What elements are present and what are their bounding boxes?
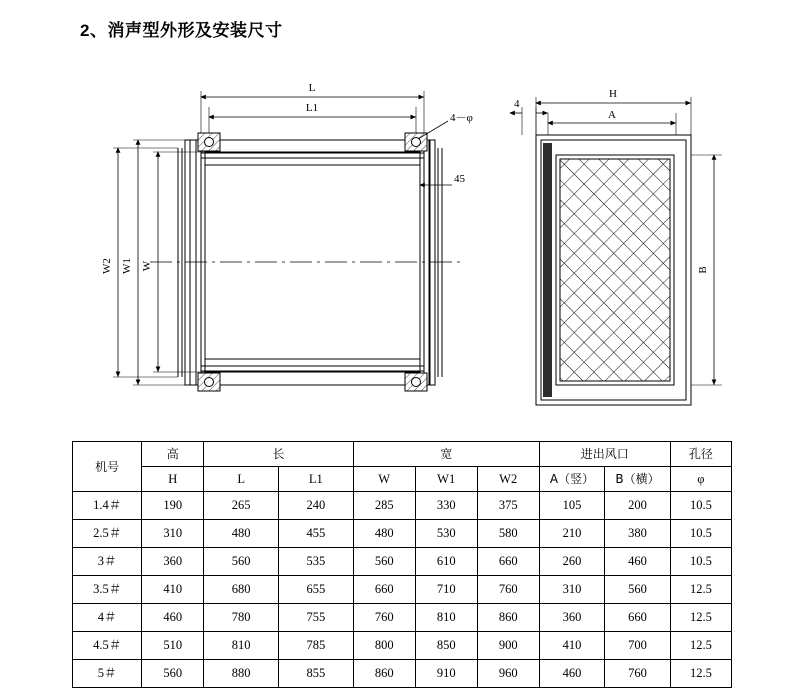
cell-L1: 455 bbox=[279, 520, 354, 548]
cell-W2: 580 bbox=[477, 520, 539, 548]
cell-H: 560 bbox=[142, 660, 204, 688]
dim-label-L1: L1 bbox=[305, 102, 319, 114]
cell-B: 760 bbox=[605, 660, 671, 688]
cell-A: 260 bbox=[539, 548, 605, 576]
cell-phi: 12.5 bbox=[670, 604, 731, 632]
cell-model: 3＃ bbox=[73, 548, 142, 576]
table-header-sub-row bbox=[73, 467, 732, 492]
header-H: H bbox=[142, 467, 204, 492]
cell-model: 1.4＃ bbox=[73, 492, 142, 520]
cell-model: 2.5＃ bbox=[73, 520, 142, 548]
cell-W2: 660 bbox=[477, 548, 539, 576]
header-A: A（竖） bbox=[539, 467, 605, 492]
cell-W2: 860 bbox=[477, 604, 539, 632]
spec-table bbox=[72, 441, 732, 688]
header-width-group: 宽 bbox=[353, 442, 539, 467]
cell-B: 660 bbox=[605, 604, 671, 632]
cell-L: 265 bbox=[204, 492, 279, 520]
cell-W1: 910 bbox=[415, 660, 477, 688]
cell-W1: 810 bbox=[415, 604, 477, 632]
dim-label-W1: W1 bbox=[121, 258, 133, 274]
cell-phi: 12.5 bbox=[670, 576, 731, 604]
header-height-group: 高 bbox=[142, 442, 204, 467]
cell-L1: 240 bbox=[279, 492, 354, 520]
cell-A: 360 bbox=[539, 604, 605, 632]
cell-phi: 10.5 bbox=[670, 548, 731, 576]
dim-label-B: B bbox=[697, 266, 709, 274]
dim-label-W2: W2 bbox=[101, 258, 113, 274]
cell-H: 360 bbox=[142, 548, 204, 576]
header-phi: φ bbox=[670, 467, 731, 492]
spec-table-wrapper bbox=[72, 441, 732, 688]
cell-W2: 960 bbox=[477, 660, 539, 688]
cell-model: 4.5＃ bbox=[73, 632, 142, 660]
cell-H: 190 bbox=[142, 492, 204, 520]
header-W: W bbox=[353, 467, 415, 492]
table-row bbox=[73, 548, 732, 576]
cell-W: 800 bbox=[353, 632, 415, 660]
cell-H: 410 bbox=[142, 576, 204, 604]
dim-label-holes: 4－φ bbox=[450, 112, 473, 124]
cell-L1: 655 bbox=[279, 576, 354, 604]
cell-B: 560 bbox=[605, 576, 671, 604]
header-L: L bbox=[204, 467, 279, 492]
cell-phi: 12.5 bbox=[670, 660, 731, 688]
cell-W: 760 bbox=[353, 604, 415, 632]
cell-phi: 12.5 bbox=[670, 632, 731, 660]
header-B: B（横） bbox=[605, 467, 671, 492]
cell-L: 780 bbox=[204, 604, 279, 632]
cell-model: 4＃ bbox=[73, 604, 142, 632]
cell-L1: 755 bbox=[279, 604, 354, 632]
cell-A: 410 bbox=[539, 632, 605, 660]
cell-model: 5＃ bbox=[73, 660, 142, 688]
table-row bbox=[73, 604, 732, 632]
table-header-group-row bbox=[73, 442, 732, 467]
cell-L1: 785 bbox=[279, 632, 354, 660]
cell-H: 310 bbox=[142, 520, 204, 548]
cell-L1: 535 bbox=[279, 548, 354, 576]
header-W2: W2 bbox=[477, 467, 539, 492]
cell-A: 310 bbox=[539, 576, 605, 604]
cell-L: 880 bbox=[204, 660, 279, 688]
dim-label-L: L bbox=[308, 82, 316, 94]
cell-phi: 10.5 bbox=[670, 492, 731, 520]
cell-L: 680 bbox=[204, 576, 279, 604]
header-inlet-outlet-group: 进出风口 bbox=[539, 442, 670, 467]
cell-L: 560 bbox=[204, 548, 279, 576]
cell-B: 460 bbox=[605, 548, 671, 576]
cell-W1: 530 bbox=[415, 520, 477, 548]
cell-W2: 375 bbox=[477, 492, 539, 520]
cell-L: 480 bbox=[204, 520, 279, 548]
cell-W: 860 bbox=[353, 660, 415, 688]
cell-A: 460 bbox=[539, 660, 605, 688]
cell-W: 285 bbox=[353, 492, 415, 520]
header-hole-dia-group: 孔径 bbox=[670, 442, 731, 467]
dim-label-W: W bbox=[141, 260, 153, 272]
header-model: 机号 bbox=[73, 442, 142, 492]
header-L1: L1 bbox=[279, 467, 354, 492]
cell-H: 510 bbox=[142, 632, 204, 660]
dim-label-thickness: 45 bbox=[454, 173, 465, 185]
cell-A: 210 bbox=[539, 520, 605, 548]
cell-W: 480 bbox=[353, 520, 415, 548]
cell-W1: 710 bbox=[415, 576, 477, 604]
cell-B: 200 bbox=[605, 492, 671, 520]
page-title: 2、消声型外形及安装尺寸 bbox=[80, 21, 283, 40]
cell-W: 660 bbox=[353, 576, 415, 604]
dim-label-H: H bbox=[609, 88, 617, 100]
cell-H: 460 bbox=[142, 604, 204, 632]
dim-label-A: A bbox=[608, 109, 616, 121]
cell-W: 560 bbox=[353, 548, 415, 576]
cell-B: 380 bbox=[605, 520, 671, 548]
table-row bbox=[73, 492, 732, 520]
table-row bbox=[73, 632, 732, 660]
cell-W1: 610 bbox=[415, 548, 477, 576]
spec-table-body bbox=[73, 492, 732, 688]
cell-B: 700 bbox=[605, 632, 671, 660]
cell-L1: 855 bbox=[279, 660, 354, 688]
cell-W2: 900 bbox=[477, 632, 539, 660]
cell-phi: 10.5 bbox=[670, 520, 731, 548]
cell-A: 105 bbox=[539, 492, 605, 520]
table-row bbox=[73, 660, 732, 688]
technical-drawing bbox=[0, 55, 800, 425]
table-row bbox=[73, 520, 732, 548]
cell-model: 3.5＃ bbox=[73, 576, 142, 604]
cell-L: 810 bbox=[204, 632, 279, 660]
dim-label-t: 4 bbox=[514, 98, 520, 110]
cell-W1: 850 bbox=[415, 632, 477, 660]
table-row bbox=[73, 576, 732, 604]
header-W1: W1 bbox=[415, 467, 477, 492]
header-length-group: 长 bbox=[204, 442, 353, 467]
cell-W2: 760 bbox=[477, 576, 539, 604]
cell-W1: 330 bbox=[415, 492, 477, 520]
